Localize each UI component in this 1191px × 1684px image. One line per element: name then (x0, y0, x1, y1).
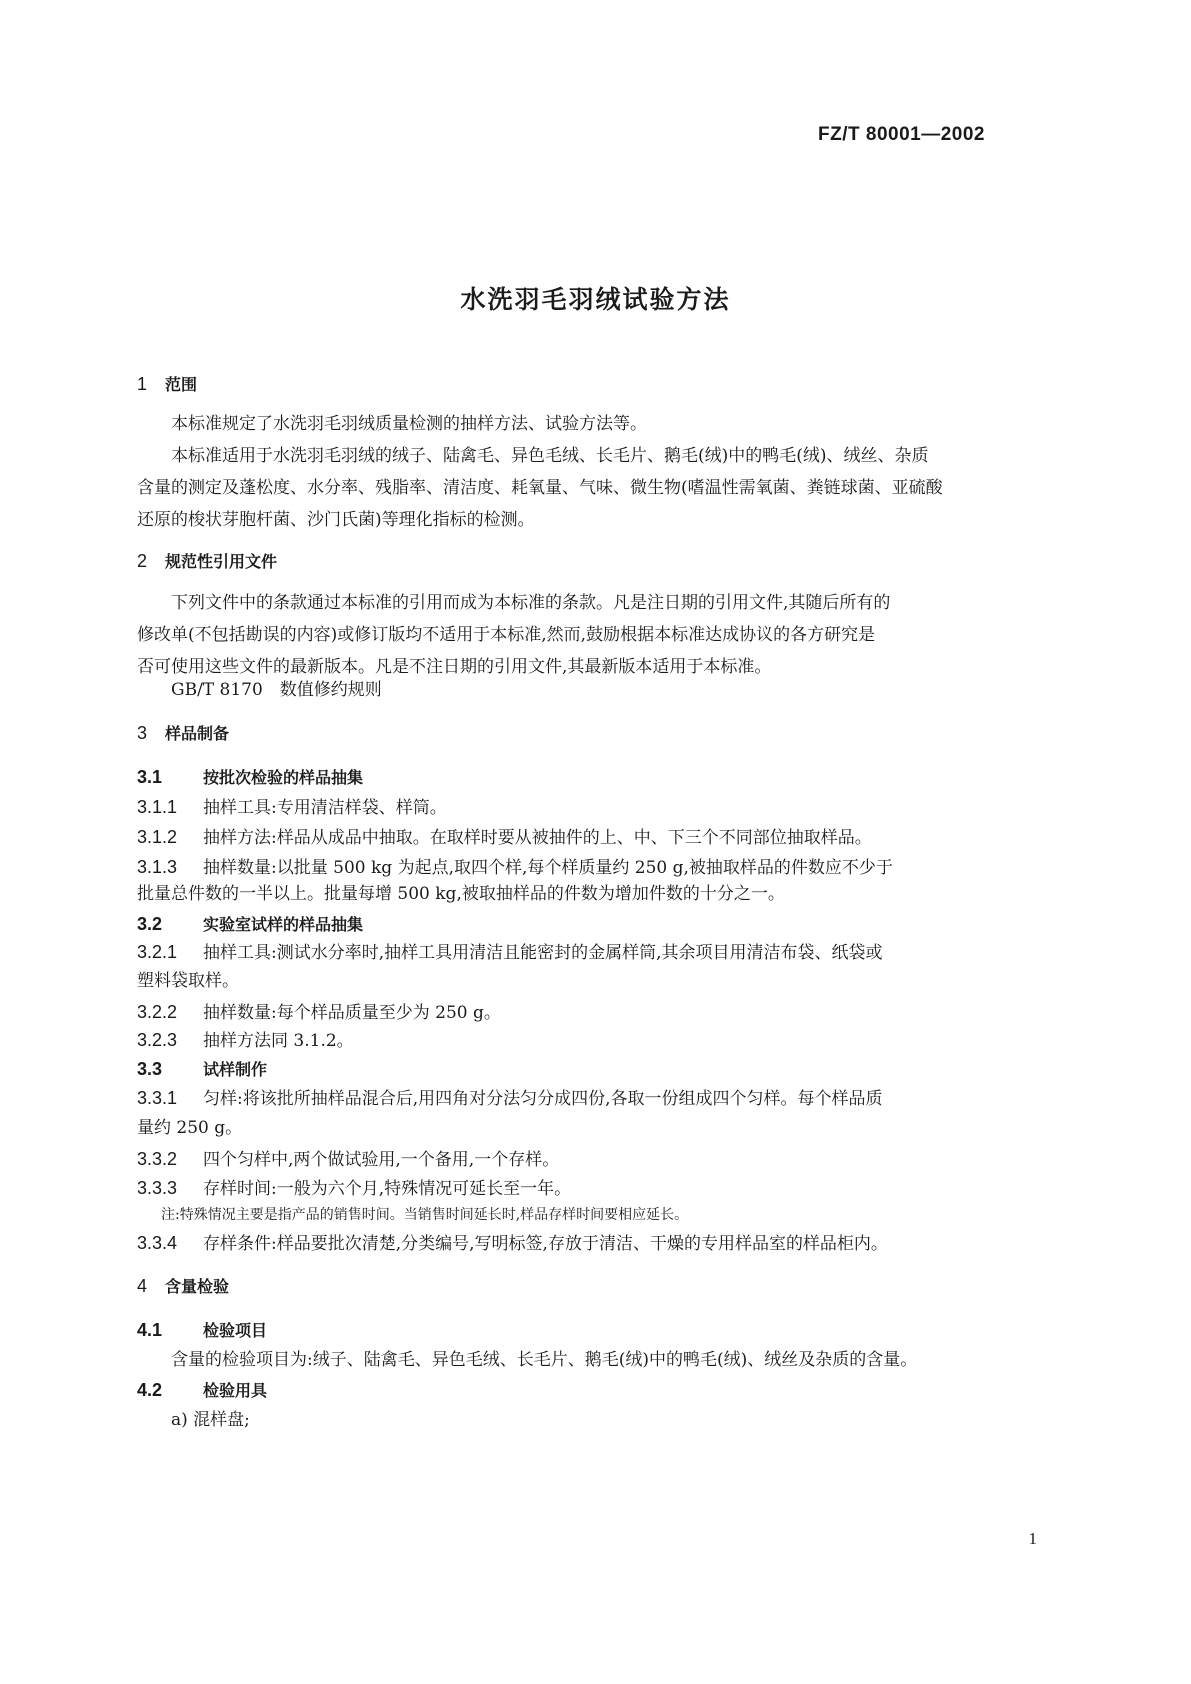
section-4-1-text: 含量的检验项目为:绒子、陆禽毛、异色毛绒、长毛片、鹅毛(绒)中的鸭毛(绒)、绒丝及杂质的含量。 (171, 1350, 918, 1370)
clause-3-3-3: 3.3.3 存样时间:一般为六个月,特殊情况可延长至一年。 (137, 1178, 572, 1199)
clause-3-2-2: 3.2.2 抽样数量:每个样品质量至少为 250 g。 (137, 1002, 501, 1023)
section-1-paragraph-2-line-1: 本标准适用于水洗羽毛羽绒的绒子、陆禽毛、异色毛绒、长毛片、鹅毛(绒)中的鸭毛(绒)、绒丝、杂质 (171, 446, 929, 466)
section-3-1-heading: 3.1 按批次检验的样品抽集 (137, 767, 364, 787)
clause-3-3-4: 3.3.4 存样条件:样品要批次清楚,分类编号,写明标签,存放于清洁、干燥的专用样品室的样品柜内。 (137, 1233, 888, 1254)
section-2-paragraph-line-3: 否可使用这些文件的最新版本。凡是不注日期的引用文件,其最新版本适用于本标准。 (137, 657, 772, 677)
section-2-heading: 2 规范性引用文件 (137, 551, 278, 571)
document-title: 水洗羽毛羽绒试验方法 (460, 285, 731, 314)
section-4-1-heading: 4.1 检验项目 (137, 1320, 268, 1340)
clause-3-1-1: 3.1.1 抽样工具:专用清洁样袋、样筒。 (137, 797, 447, 818)
section-3-heading: 3 样品制备 (137, 723, 230, 743)
section-4-2-heading: 4.2 检验用具 (137, 1380, 268, 1400)
clause-3-3-1-line-2: 量约 250 g。 (137, 1118, 243, 1138)
document-body (137, 0, 1055, 1684)
clause-3-3-3-note: 注:特殊情况主要是指产品的销售时间。当销售时间延长时,样品存样时间要相应延长。 (161, 1207, 689, 1223)
section-1-paragraph-2-line-2: 含量的测定及蓬松度、水分率、残脂率、清洁度、耗氧量、气味、微生物(嗜温性需氧菌、粪链球菌、亚硫酸 (137, 478, 943, 498)
clause-3-1-3-line-1: 3.1.3 抽样数量:以批量 500 kg 为起点,取四个样,每个样质量约 250 g,被抽取样品的件数应不少于 (137, 857, 893, 878)
section-1-paragraph-1: 本标准规定了水洗羽毛羽绒质量检测的抽样方法、试验方法等。 (171, 414, 647, 434)
section-4-heading: 4 含量检验 (137, 1276, 230, 1296)
clause-3-3-2: 3.3.2 四个匀样中,两个做试验用,一个备用,一个存样。 (137, 1149, 560, 1170)
section-3-3-heading: 3.3 试样制作 (137, 1059, 268, 1079)
clause-3-2-1-line-1: 3.2.1 抽样工具:测试水分率时,抽样工具用清洁且能密封的金属样筒,其余项目用清洁布袋、纸袋或 (137, 942, 883, 963)
section-1-heading: 1 范围 (137, 374, 198, 394)
page-number: 1 (1028, 1529, 1037, 1548)
standard-code: FZ/T 80001—2002 (818, 124, 985, 145)
clause-3-3-1-line-1: 3.3.1 匀样:将该批所抽样品混合后,用四角对分法匀分成四份,各取一份组成四个匀样。每个样品质 (137, 1088, 883, 1109)
normative-reference: GB/T 8170 数值修约规则 (171, 680, 382, 700)
section-2-paragraph-line-2: 修改单(不包括勘误的内容)或修订版均不适用于本标准,然而,鼓励根据本标准达成协议的各方研究是 (137, 625, 876, 645)
list-item-a: a) 混样盘; (171, 1410, 250, 1430)
clause-3-2-3: 3.2.3 抽样方法同 3.1.2。 (137, 1030, 354, 1051)
section-1-paragraph-2-line-3: 还原的梭状芽胞杆菌、沙门氏菌)等理化指标的检测。 (137, 510, 535, 530)
section-2-paragraph-line-1: 下列文件中的条款通过本标准的引用而成为本标准的条款。凡是注日期的引用文件,其随后所有的 (171, 593, 891, 613)
clause-3-1-3-line-2: 批量总件数的一半以上。批量每增 500 kg,被取抽样品的件数为增加件数的十分之一。 (137, 884, 785, 904)
clause-3-1-2: 3.1.2 抽样方法:样品从成品中抽取。在取样时要从被抽件的上、中、下三个不同部位抽取样品。 (137, 827, 872, 848)
clause-3-2-1-line-2: 塑料袋取样。 (137, 971, 239, 991)
section-3-2-heading: 3.2 实验室试样的样品抽集 (137, 914, 364, 934)
